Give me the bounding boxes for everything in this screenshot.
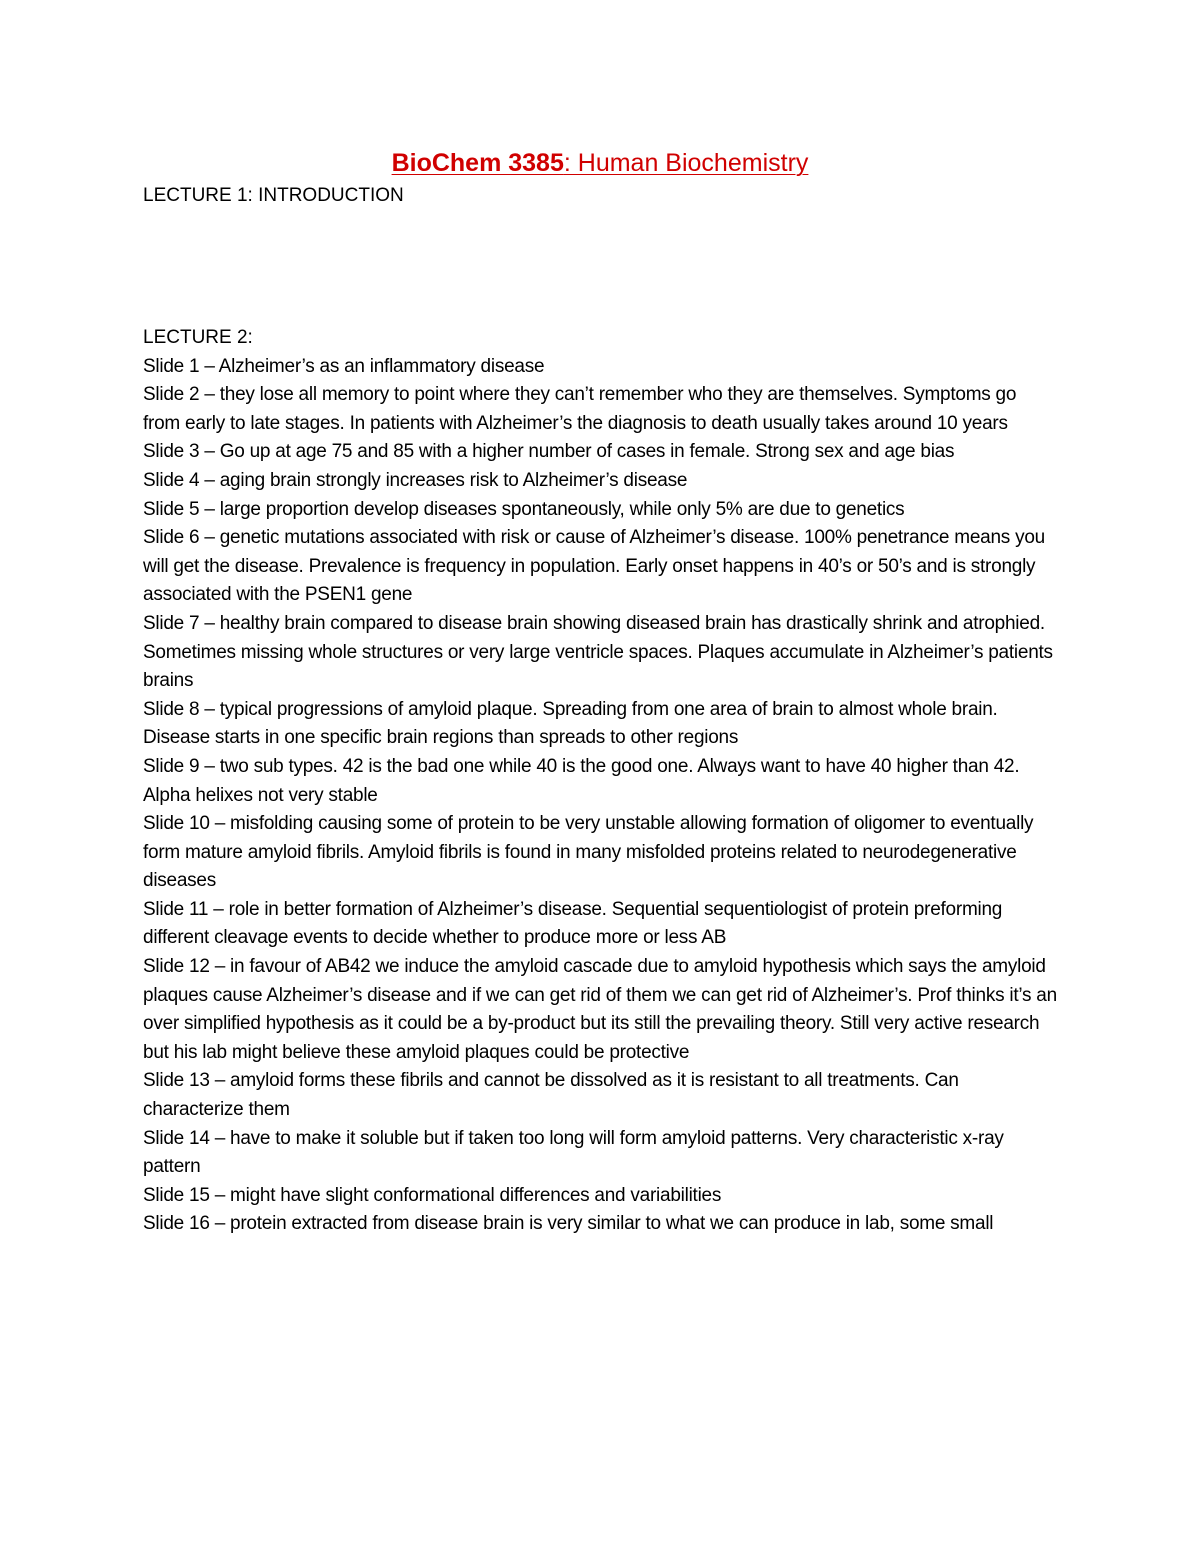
slide-note: Slide 10 – misfolding causing some of protein to be very unstable allowing formation of oligomer to eventually form mature amyloid fibrils. Amyloid fibrils is found in many misfolded proteins related to neurodegenerative diseases: [143, 813, 1034, 892]
slide-note: Slide 7 – healthy brain compared to disease brain showing diseased brain has drastically shrink and atrophied. Sometimes missing whole structures or very large ventricle spaces. Plaques accumulate in Alzheimer’s patients brains: [143, 612, 1053, 692]
slide-note: Slide 15 – might have slight conformational differences and variabilities: [143, 1184, 722, 1206]
slide-note: Slide 6 – genetic mutations associated with risk or cause of Alzheimer’s disease. 100% penetrance means you will get the disease. Prevalence is frequency in population. Early onset happens in 40’s or 50’s and is strongly associated with the PSEN1 gene: [143, 527, 1045, 606]
lecture-2-heading: LECTURE 2:: [143, 327, 253, 348]
slide-note: Slide 8 – typical progressions of amyloid plaque. Spreading from one area of brain to almost whole brain. Disease starts in one specific brain regions than spreads to other regions: [143, 698, 998, 749]
course-code: BioChem 3385: [391, 149, 564, 177]
slide-note: Slide 16 – protein extracted from disease brain is very similar to what we can produce in lab, some small: [143, 1213, 994, 1235]
slide-note: Slide 2 – they lose all memory to point where they can’t remember who they are themselves. Symptoms go from early to late stages. In patients with Alzheimer’s the diagnosis to death usually takes around 10 years: [143, 384, 1017, 434]
slide-note: Slide 3 – Go up at age 75 and 85 with a higher number of cases in female. Strong sex and age bias: [143, 441, 955, 463]
slide-note: Slide 9 – two sub types. 42 is the bad one while 40 is the good one. Always want to have 40 higher than 42. Alpha helixes not very stable: [143, 755, 1020, 806]
slide-note: Slide 12 – in favour of AB42 we induce the amyloid cascade due to amyloid hypothesis which says the amyloid plaques cause Alzheimer’s disease and if we can get rid of them we can get rid of Alzheimer’s. Prof thinks it’s an over simplified hypothesis as it could be a by-product but its still the prevailing theory. Still very active research but his lab might believe these amyloid plaques could be protective: [143, 956, 1057, 1063]
slide-notes-list: [143, 353, 1058, 1239]
slide-note: Slide 1 – Alzheimer’s as an inflammatory disease: [143, 355, 545, 377]
slide-note: Slide 13 – amyloid forms these fibrils and cannot be dissolved as it is resistant to all treatments. Can characterize them: [143, 1070, 959, 1121]
document-title: [0, 146, 1200, 180]
slide-note: Slide 11 – role in better formation of Alzheimer’s disease. Sequential sequentiologist of protein preforming different cleavage events to decide whether to produce more or less AB: [143, 898, 1003, 949]
lecture-2-section: [143, 324, 1058, 1239]
slide-note: Slide 14 – have to make it soluble but if taken too long will form amyloid patterns. Very characteristic x-ray pattern: [143, 1127, 1004, 1178]
slide-note: Slide 4 – aging brain strongly increases risk to Alzheimer’s disease: [143, 469, 688, 491]
slide-note: Slide 5 – large proportion develop diseases spontaneously, while only 5% are due to genetics: [143, 498, 905, 520]
lecture-1-heading: LECTURE 1: INTRODUCTION: [143, 185, 404, 206]
course-name: : Human Biochemistry: [563, 149, 809, 177]
